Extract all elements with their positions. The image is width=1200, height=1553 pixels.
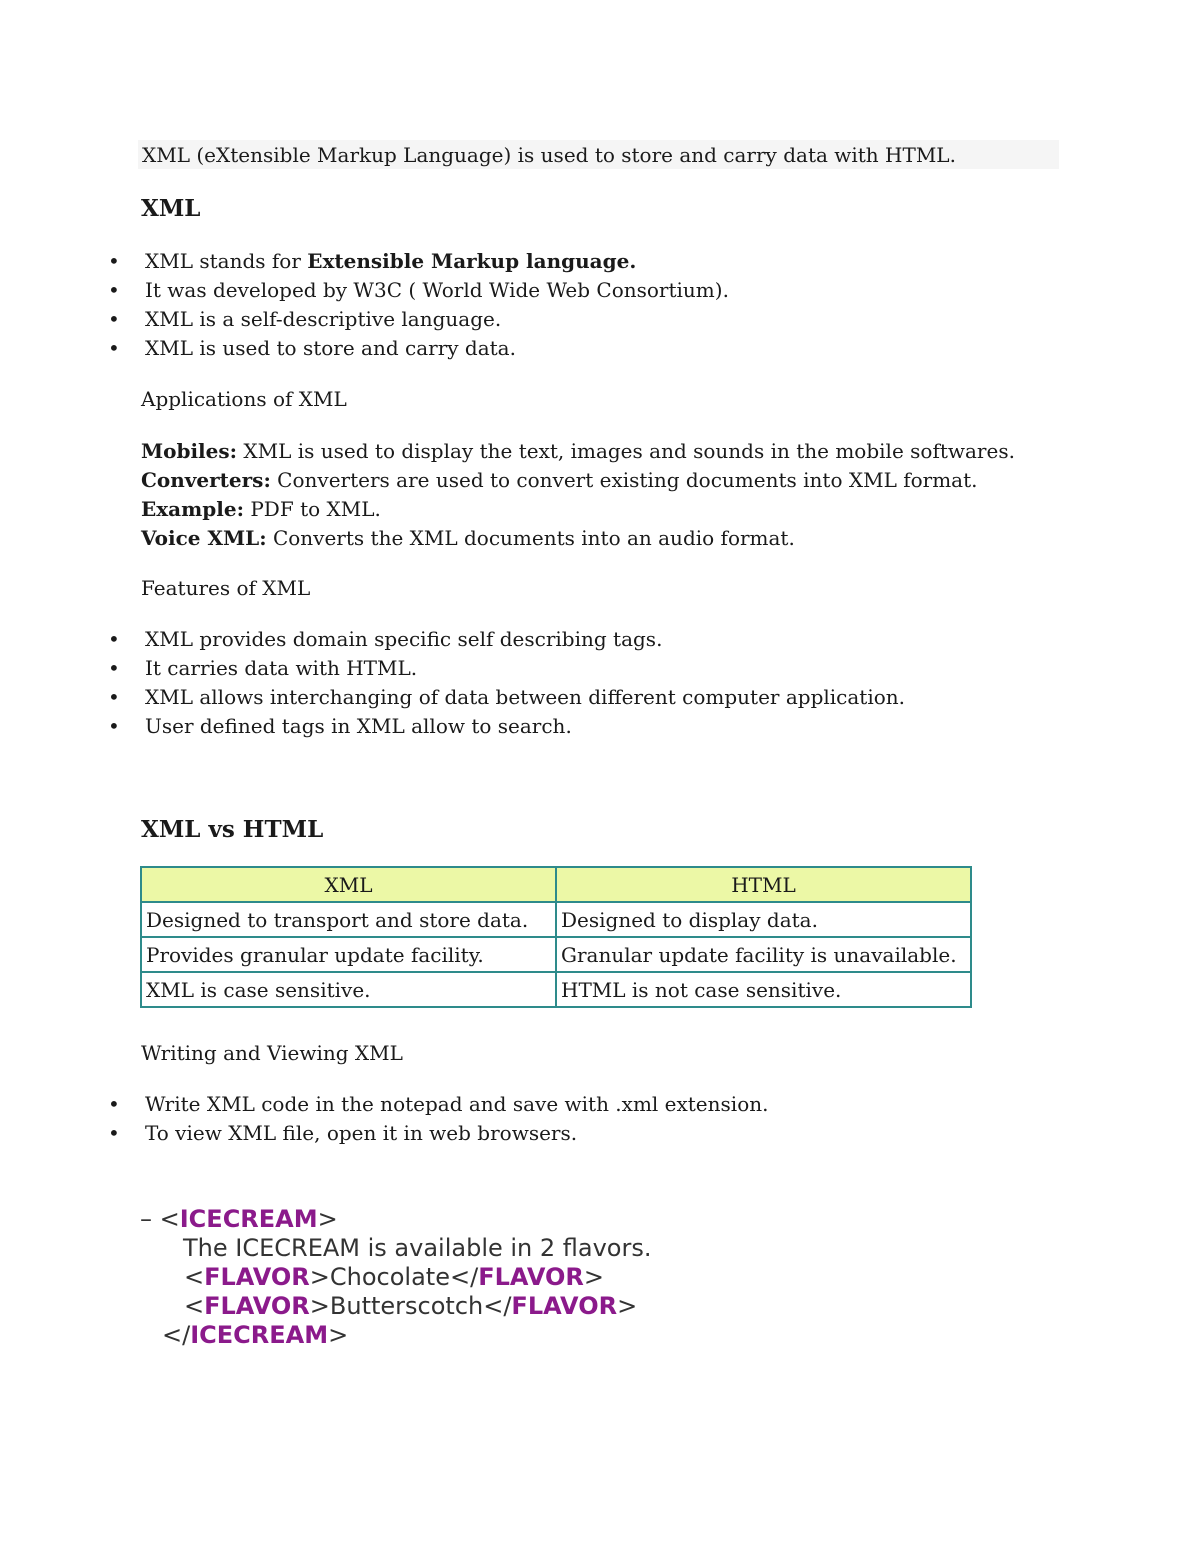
bullet-icon: • xyxy=(108,307,120,331)
bullet-icon: • xyxy=(108,278,120,302)
table-cell: XML is case sensitive. xyxy=(141,972,556,1007)
table-cell: Designed to display data. xyxy=(556,902,971,937)
table-cell: Provides granular update facility. xyxy=(141,937,556,972)
bullet-icon: • xyxy=(108,714,120,738)
list-item: • It was developed by W3C ( World Wide Web Consortium). xyxy=(108,276,729,305)
writing-list xyxy=(108,1090,768,1148)
table-header-xml: XML xyxy=(141,867,556,902)
bullet-icon: • xyxy=(108,656,120,680)
bullet-icon: • xyxy=(108,1092,120,1116)
list-item: • XML is a self-descriptive language. xyxy=(108,305,729,334)
table-cell: HTML is not case sensitive. xyxy=(556,972,971,1007)
list-item: • It carries data with HTML. xyxy=(108,654,905,683)
list-item: • XML allows interchanging of data between different computer application. xyxy=(108,683,905,712)
applications-block xyxy=(141,437,1015,553)
code-line-flavor-2: <FLAVOR>Butterscotch</FLAVOR> xyxy=(184,1292,638,1320)
bullet-icon: • xyxy=(108,336,120,360)
list-item: • To view XML file, open it in web browsers. xyxy=(108,1119,768,1148)
list-item: • Write XML code in the notepad and save with .xml extension. xyxy=(108,1090,768,1119)
collapse-toggle[interactable]: – xyxy=(140,1205,152,1233)
writing-heading: Writing and Viewing XML xyxy=(141,1041,403,1065)
list-item: • XML is used to store and carry data. xyxy=(108,334,729,363)
table-row xyxy=(141,937,971,972)
application-item: Example: PDF to XML. xyxy=(141,497,381,521)
table-header-html: HTML xyxy=(556,867,971,902)
bullet-icon: • xyxy=(108,685,120,709)
bullet-icon: • xyxy=(108,627,120,651)
features-list xyxy=(108,625,905,741)
list-item: • XML stands for Extensible Markup language. xyxy=(108,247,729,276)
xml-points-list xyxy=(108,247,729,363)
list-item: • XML provides domain specific self describing tags. xyxy=(108,625,905,654)
application-item: Mobiles: XML is used to display the text, images and sounds in the mobile softwares. xyxy=(141,439,1015,463)
intro-text: XML (eXtensible Markup Language) is used to store and carry data with HTML. xyxy=(138,140,1059,169)
list-item: • User defined tags in XML allow to search. xyxy=(108,712,905,741)
application-item: Converters: Converters are used to convert existing documents into XML format. xyxy=(141,468,978,492)
code-line-text: The ICECREAM is available in 2 flavors. xyxy=(183,1234,652,1262)
heading-xml: XML xyxy=(141,195,201,222)
code-line-close-root: </ICECREAM> xyxy=(162,1321,349,1349)
table-cell: Designed to transport and store data. xyxy=(141,902,556,937)
bullet-icon: • xyxy=(108,249,120,273)
heading-xml-vs-html: XML vs HTML xyxy=(141,816,324,843)
table-cell: Granular update facility is unavailable. xyxy=(556,937,971,972)
table-row xyxy=(141,972,971,1007)
application-item: Voice XML: Converts the XML documents into an audio format. xyxy=(141,526,795,550)
comparison-table xyxy=(140,866,972,1008)
applications-heading: Applications of XML xyxy=(141,387,347,411)
features-heading: Features of XML xyxy=(141,576,311,600)
table-row xyxy=(141,902,971,937)
code-line-flavor-1: <FLAVOR>Chocolate</FLAVOR> xyxy=(184,1263,604,1291)
bullet-icon: • xyxy=(108,1121,120,1145)
code-line-open-root: – <ICECREAM> xyxy=(140,1205,338,1233)
xml-code-sample xyxy=(140,1205,652,1350)
table-header-row xyxy=(141,867,971,902)
